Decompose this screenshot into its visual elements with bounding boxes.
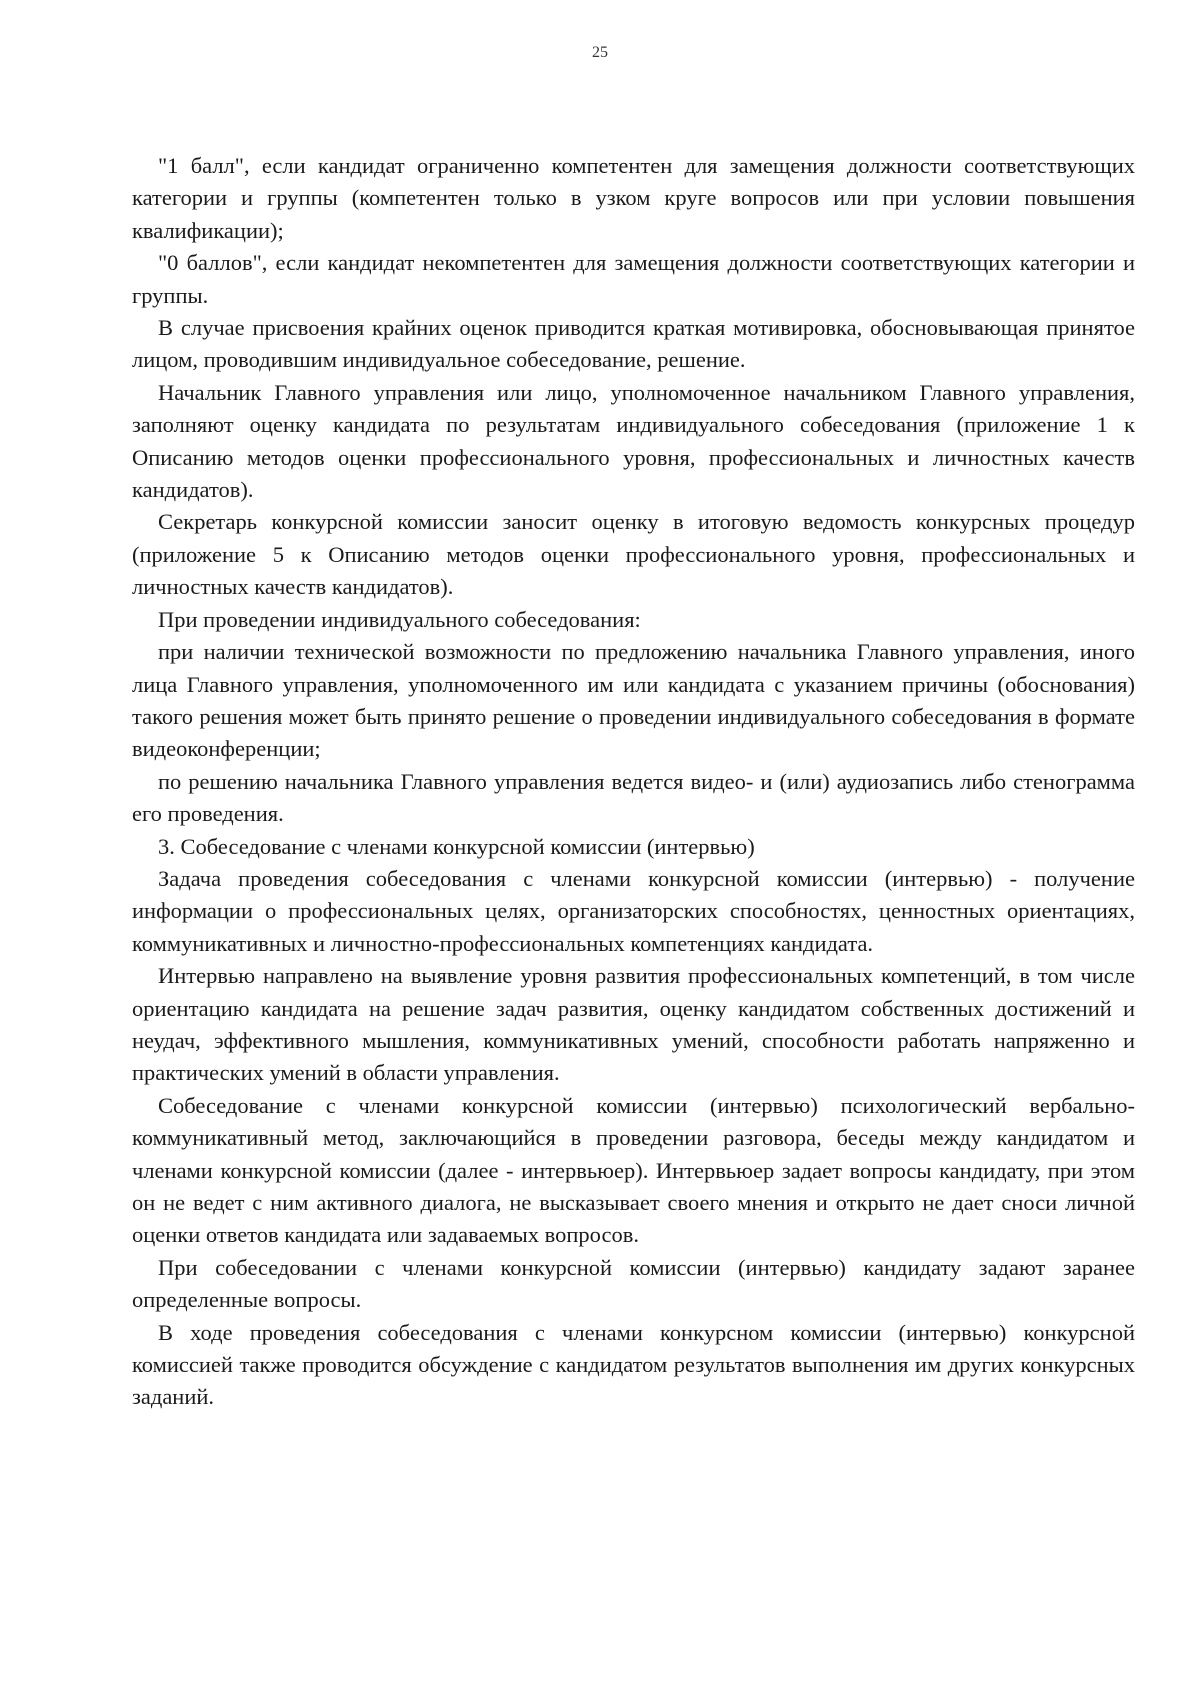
section-heading: 3. Собеседование с членами конкурсной комиссии (интервью) <box>158 833 755 859</box>
document-body <box>132 150 1135 1414</box>
paragraph-interview-focus: Интервью направлено на выявление уровня развития профессиональных компетенций, в том числе ориентацию кандидата на решение задач развития, оценку кандидатом собственных достижений и неудач, эффективного мышления, коммуникативных умений, способности работать напряженно и практических умений в области управления. <box>132 963 1135 1086</box>
paragraph-secretary: Секретарь конкурсной комиссии заносит оценку в итоговую ведомость конкурсных процедур (приложение 5 к Описанию методов оценки профессионального уровня, профессиональных и личностных качеств кандидатов). <box>132 509 1135 600</box>
page-number: 25 <box>592 44 608 61</box>
paragraph-head-evaluation: Начальник Главного управления или лицо, уполномоченное начальником Главного управления, заполняют оценку кандидата по результатам индивидуального собеседования (приложение 1 к Описанию методов оценки профессионального уровня, профессиональных и личностных качеств кандидатов). <box>132 379 1135 503</box>
paragraph-interview-goal: Задача проведения собеседования с членами конкурсной комиссии (интервью) - получение информации о профессиональных целях, организаторских способностях, ценностных ориентациях, коммуникативных и личностно-профессиональных компетенциях кандидата. <box>132 865 1135 956</box>
paragraph-discussion: В ходе проведения собеседования с членами конкурсном комиссии (интервью) конкурсной комиссией также проводится обсуждение с кандидатом результатов выполнения им других конкурсных заданий. <box>132 1319 1135 1410</box>
paragraph-score-zero: "0 баллов", если кандидат некомпетентен для замещения должности соответствующих категории и группы. <box>132 250 1135 308</box>
paragraph-recording: по решению начальника Главного управления ведется видео- и (или) аудиозапись либо стенограмма его проведения. <box>132 768 1135 827</box>
paragraph-interview-method: Собеседование с членами конкурсной комиссии (интервью) психологический вербально-коммуникативный метод, заключающийся в проведении разговора, беседы между кандидатом и членами конкурсной комиссии (далее - интервьюер). Интервьюер задает вопросы кандидату, при этом он не ведет с ним активного диалога, не высказывает своего мнения и открыто не дает сноси личной оценки ответов кандидата или задаваемых вопросов. <box>132 1092 1135 1248</box>
paragraph-videoconference: при наличии технической возможности по предложению начальника Главного управления, иного лица Главного управления, уполномоченного им или кандидата с указанием причины (обоснования) такого решения может быть принято решение о проведении индивидуального собеседования в формате видеоконференции; <box>132 639 1135 762</box>
paragraph-extreme-scores: В случае присвоения крайних оценок приводится краткая мотивировка, обосновывающая принятое лицом, проводившим индивидуальное собеседование, решение. <box>132 315 1135 373</box>
paragraph-interview-conduct: При проведении индивидуального собеседования: <box>158 606 641 632</box>
paragraph-score-one: "1 балл", если кандидат ограниченно компетентен для замещения должности соответствующих категории и группы (компетентен только в узком круге вопросов или при условии повышения квалификации); <box>132 153 1135 243</box>
paragraph-predefined-questions: При собеседовании с членами конкурсной комиссии (интервью) кандидату задают заранее определенные вопросы. <box>132 1254 1135 1313</box>
